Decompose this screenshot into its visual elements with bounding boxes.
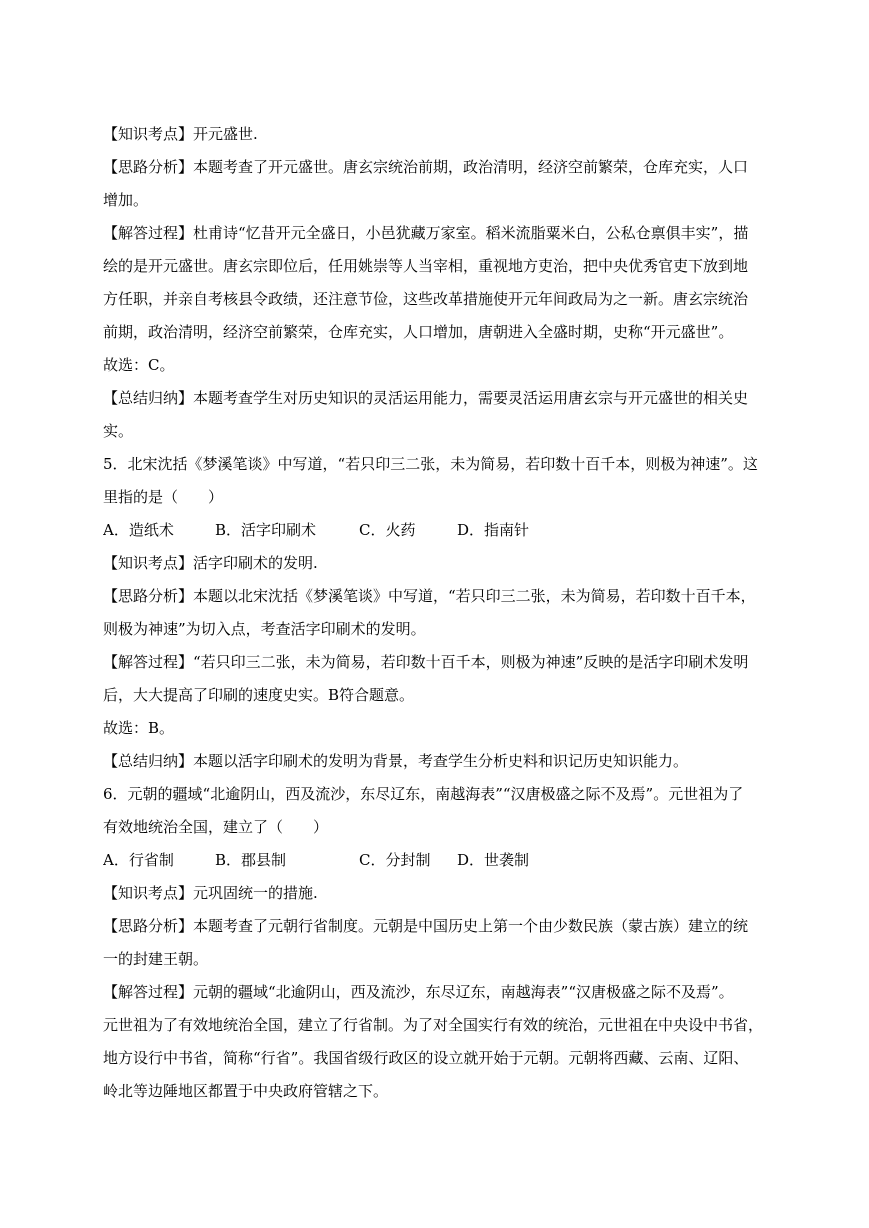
answer-line: 故选：B。 (103, 719, 175, 737)
guina-line: 【总结归纳】本题以活字印刷术的发明为背景，考查学生分析史料和识记历史知识能力。 (103, 752, 689, 770)
fenxi-line: 【思路分析】本题以北宋沈括《梦溪笔谈》中写道，“若只印三二张，未为简易，若印数十百千本， (103, 587, 756, 605)
option-b: B．郡县制 (215, 851, 287, 869)
question-6-stem: 6．元朝的疆域“北逾阴山，西及流沙，东尽辽东，南越海表”“汉唐极盛之际不及焉”。元世祖为了 (103, 785, 744, 803)
fenxi-line: 【思路分析】本题考查了开元盛世。唐玄宗统治前期，政治清明，经济空前繁荣，仓库充实，人口 (103, 158, 749, 176)
text-line: 元世祖为了有效地统治全国，建立了行省制。为了对全国实行有效的统治，元世祖在中央设中书省， (103, 1016, 764, 1034)
question-5-stem-cont: 里指的是（ ） (103, 488, 224, 506)
text-line: 绘的是开元盛世。唐玄宗即位后，任用姚崇等人当宰相，重视地方吏治，把中央优秀官吏下放到地 (103, 257, 749, 275)
text-line: 增加。 (103, 191, 149, 209)
question-6-options (103, 844, 771, 877)
jieda-line: 【解答过程】杜甫诗“忆昔开元全盛日，小邑犹藏万家室。稻米流脂粟米白，公私仓禀俱丰实”，描 (103, 224, 749, 242)
text-line: 后，大大提高了印刷的速度史实。B符合题意。 (103, 686, 415, 704)
text-line: 地方设行中书省，简称“行省”。我国省级行政区的设立就开始于元朝。元朝将西藏、云南、辽阳、 (103, 1049, 749, 1067)
option-a: A．造纸术 (103, 521, 174, 539)
option-b: B．活字印刷术 (215, 521, 317, 539)
option-d: D．指南针 (457, 521, 530, 539)
option-d: D．世袭制 (457, 851, 530, 869)
jieda-line: 【解答过程】“若只印三二张，未为简易，若印数十百千本，则极为神速”反映的是活字印刷术发明 (103, 653, 749, 671)
question-6-stem-cont: 有效地统治全国，建立了（ ） (103, 818, 329, 836)
option-c: C．火药 (359, 521, 416, 539)
question-5-stem: 5．北宋沈括《梦溪笔谈》中写道，“若只印三二张，未为简易，若印数十百千本，则极为神速”。这 (103, 455, 758, 473)
document-body (103, 118, 771, 1108)
text-line: 则极为神速”为切入点，考查活字印刷术的发明。 (103, 620, 426, 638)
option-c: C．分封制 (359, 851, 431, 869)
option-a: A．行省制 (103, 851, 174, 869)
answer-line: 故选：C。 (103, 356, 175, 374)
fenxi-line: 【思路分析】本题考查了元朝行省制度。元朝是中国历史上第一个由少数民族（蒙古族）建立的统 (103, 917, 749, 935)
kaodian-line: 【知识考点】活字印刷术的发明. (103, 554, 318, 572)
text-line: 前期，政治清明，经济空前繁荣，仓库充实，人口增加，唐朝进入全盛时期，史称“开元盛世”。 (103, 323, 734, 341)
question-5-options (103, 514, 771, 547)
kaodian-line: 【知识考点】元巩固统一的措施. (103, 884, 318, 902)
text-line: 一的封建王朝。 (103, 950, 209, 968)
text-line: 实。 (103, 422, 134, 440)
kaodian-line: 【知识考点】开元盛世. (103, 125, 258, 143)
guina-line: 【总结归纳】本题考查学生对历史知识的灵活运用能力，需要灵活运用唐玄宗与开元盛世的相关史 (103, 389, 749, 407)
text-line: 岭北等边陲地区都置于中央政府管辖之下。 (103, 1082, 389, 1100)
jieda-line: 【解答过程】元朝的疆域“北逾阴山，西及流沙，东尽辽东，南越海表”“汉唐极盛之际不及焉”。 (103, 983, 734, 1001)
text-line: 方任职，并亲自考核县令政绩，还注意节俭，这些改革措施使开元年间政局为之一新。唐玄宗统治 (103, 290, 749, 308)
